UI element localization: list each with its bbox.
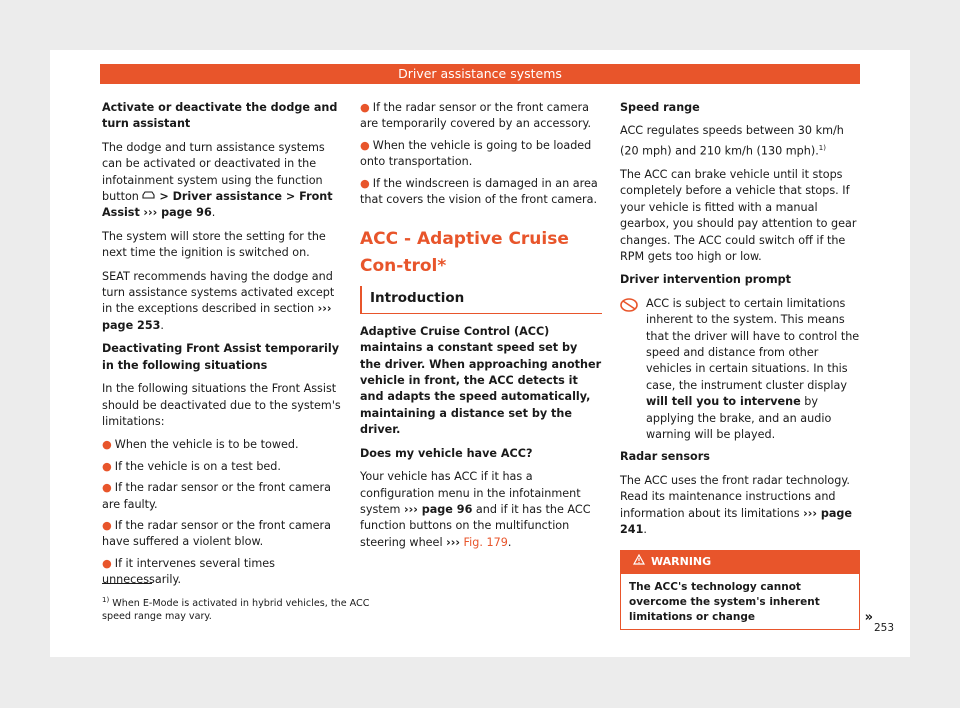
text-recommend: SEAT recommends having the dodge and turn assistance systems activated except in the exceptions described in section	[102, 269, 335, 316]
footnote-text: When E-Mode is activated in hybrid vehicles, the ACC speed range may vary.	[102, 598, 370, 623]
bullet-icon: ●	[102, 518, 112, 532]
list-item	[102, 480, 342, 513]
text-function-buttons: and if it has the ACC function buttons on the multifunction steering wheel	[360, 502, 591, 549]
paragraph-have-acc: Your vehicle has ACC if it has a configuration menu in the infotainment system ››› page 96 and if it has the ACC function buttons on the multifunction steering wheel ››› Fig. 179.	[360, 470, 591, 549]
paragraph-situations: In the following situations the Front Assist should be deactivated due to the system's limitations:	[102, 382, 341, 428]
warning-body	[621, 574, 873, 629]
text-radar: The ACC uses the front radar technology. Read its maintenance instructions and information about its limitations	[620, 473, 850, 520]
text-intervene: will tell you to intervene	[646, 395, 801, 409]
text-brake-warning: by applying the brake, and an audio warning will be played.	[646, 395, 832, 442]
page-number: 253	[873, 622, 894, 634]
figure-ref-179[interactable]: Fig. 179	[463, 535, 508, 549]
heading-activate-assistant: Activate or deactivate the dodge and turn assistant	[102, 101, 338, 131]
continue-arrow-icon: »	[864, 609, 873, 625]
no-entry-icon	[620, 296, 646, 444]
heading-have-acc: Does my vehicle have ACC?	[360, 446, 533, 460]
list-item-text: When the vehicle is to be towed.	[114, 438, 299, 452]
paragraph-speed-range	[620, 123, 860, 160]
note-block	[620, 296, 860, 444]
heading-speed-range: Speed range	[620, 101, 700, 114]
chapter-title: ACC - Adaptive Cruise Con-trol*	[360, 229, 569, 277]
footnote-marker[interactable]: 1)	[818, 143, 826, 152]
bullet-icon: ●	[360, 138, 370, 152]
car-icon	[142, 190, 155, 203]
column-right	[620, 100, 873, 630]
bullet-icon: ●	[360, 101, 370, 114]
bullet-icon: ●	[102, 438, 112, 452]
list-item-text: If the vehicle is on a test bed.	[114, 459, 281, 473]
list-item	[102, 437, 342, 453]
footnote	[102, 594, 392, 623]
list-item	[360, 176, 602, 209]
warning-triangle-icon	[633, 554, 645, 570]
bullet-icon: ●	[102, 556, 112, 570]
list-item	[360, 100, 602, 133]
warning-text: The ACC's technology cannot overcome the system's inherent limitations or change	[629, 580, 820, 623]
list-item	[360, 138, 602, 171]
list-item-text: If the radar sensor or the front camera are temporarily covered by an accessory.	[360, 101, 592, 131]
text-limitations: ACC is subject to certain limitations inherent to the system. This means that the driver will have to control the speed and distance from other vehicles in certain situations. In this case, the instrument cluster display	[646, 296, 860, 392]
text-config-menu: Your vehicle has ACC if it has a configuration menu in the infotainment system	[360, 470, 581, 516]
paragraph-activate: The dodge and turn assistance systems can be activated or deactivated in the infotainment system using the function button > Driver assistance > Front Assist ››› page 96.	[102, 140, 333, 220]
paragraph-brake: The ACC can brake vehicle until it stops completely before a vehicle that stops. If your vehicle is fitted with a manual gearbox, you should pay attention to gear changes. The ACC could switch off if the RPM gets too high or low.	[620, 167, 857, 263]
warning-header	[621, 551, 859, 573]
column-middle	[360, 100, 602, 558]
manual-page	[50, 50, 910, 657]
list-item	[102, 459, 342, 475]
page-ref-96[interactable]: ››› page 96	[143, 206, 212, 220]
page-ref-253[interactable]: ››› page 253	[102, 302, 332, 332]
list-item-text: If the radar sensor or the front camera have suffered a violent blow.	[102, 518, 332, 549]
heading-deactivate: Deactivating Front Assist temporarily in the following situations	[102, 342, 340, 372]
paragraph-radar: The ACC uses the front radar technology. Read its maintenance instructions and information about its limitations ››› page 241.	[620, 473, 853, 537]
section-header: Driver assistance systems	[100, 64, 860, 84]
column-left	[102, 100, 342, 594]
bullet-icon: ●	[102, 459, 112, 473]
bullet-icon: ●	[360, 176, 370, 190]
footnote-mark: 1)	[102, 596, 110, 604]
bullet-icon: ●	[102, 481, 112, 495]
footnote-divider	[102, 583, 152, 584]
heading-driver-prompt: Driver intervention prompt	[620, 273, 791, 287]
warning-label: WARNING	[651, 555, 712, 569]
note-text	[646, 296, 860, 444]
page-ref-96[interactable]: ››› page 96	[404, 502, 473, 516]
warning-box	[620, 550, 873, 629]
section-title-introduction: Introduction	[360, 286, 602, 313]
list-item	[102, 518, 342, 551]
list-item-text: If the radar sensor or the front camera are faulty.	[102, 481, 332, 511]
text-speed-range: ACC regulates speeds between 30 km/h (20 mph) and 210 km/h (130 mph).	[620, 124, 844, 158]
paragraph-acc-intro: Adaptive Cruise Control (ACC) maintains a constant speed set by the driver. When approaching another vehicle in front, the ACC detects it and adapts the speed automatically, maintaining a distance set by the driver.	[360, 324, 602, 437]
text-activate-intro: The dodge and turn assistance systems can be activated or deactivated in the infotainment system using the function button	[102, 140, 325, 204]
menu-path: > Driver assistance > Front Assist	[102, 190, 333, 220]
paragraph-recommend: SEAT recommends having the dodge and turn assistance systems activated except in the exceptions described in section ››› page 253.	[102, 269, 335, 332]
heading-radar-sensors: Radar sensors	[620, 450, 710, 464]
list-item-text: If it intervenes several times unnecessarily.	[102, 556, 275, 587]
list-item-text: When the vehicle is going to be loaded onto transportation.	[360, 138, 592, 169]
paragraph-store-setting: The system will store the setting for the next time the ignition is switched on.	[102, 229, 326, 260]
figure-ref-arrows: ›››	[446, 535, 460, 549]
list-item-text: If the windscreen is damaged in an area that covers the vision of the front camera.	[360, 176, 598, 207]
page-ref-241[interactable]: ››› page 241	[620, 506, 853, 537]
